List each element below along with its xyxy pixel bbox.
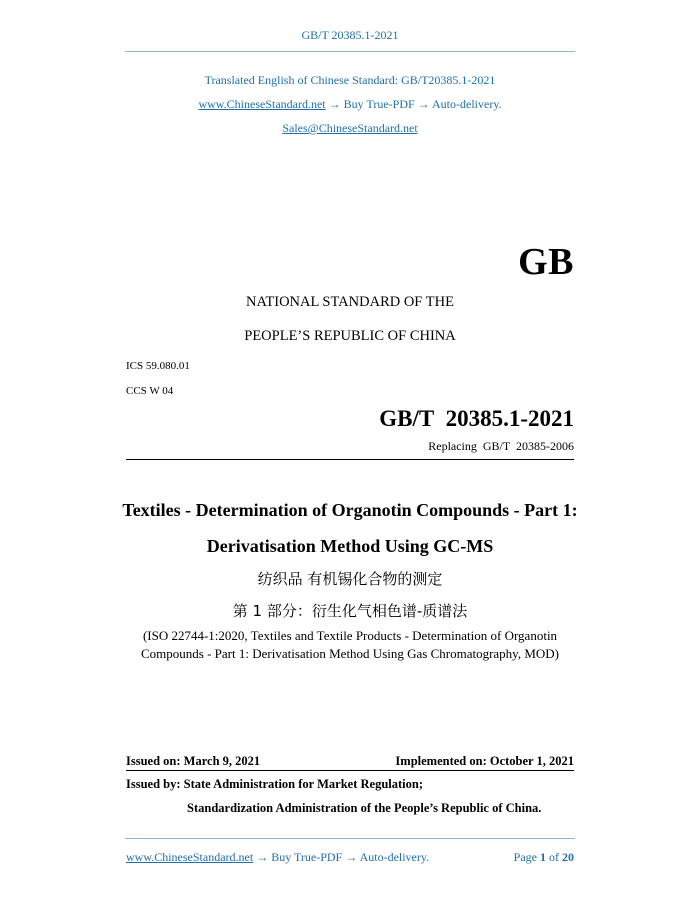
footer-buy-line — [126, 850, 429, 865]
chinese-title-line2: 第 1 部分：衍生化气相色谱-质谱法 — [232, 602, 468, 620]
running-header-title: GB/T 20385.1-2021 — [301, 28, 399, 42]
footer-divider — [125, 838, 575, 839]
page-of: of — [546, 850, 562, 864]
page-total: 20 — [562, 850, 574, 864]
sales-email-line — [0, 121, 700, 136]
iso-reference-line1: (ISO 22744-1:2020, Textiles and Textile Products - Determination of Organotin — [142, 628, 558, 643]
issued-by-second-authority: Standardization Administration of the People’s Republic of China. — [187, 801, 542, 815]
national-standard-line1: NATIONAL STANDARD OF THE — [246, 294, 454, 310]
page-label: Page — [513, 850, 540, 864]
page-current: 1 — [540, 850, 546, 864]
footer-buy-text: → Buy True-PDF → Auto-delivery. — [253, 850, 430, 864]
chinesestandard-link[interactable]: www.ChineseStandard.net — [198, 97, 326, 111]
header-divider — [125, 51, 575, 52]
issue-divider — [126, 770, 574, 771]
title-divider — [126, 459, 574, 460]
sales-email-link[interactable]: Sales@ChineseStandard.net — [282, 121, 418, 135]
buy-pdf-text: → Buy True-PDF → Auto-delivery. — [325, 97, 502, 111]
standard-number: GB/T 20385.1-2021 — [379, 406, 574, 431]
english-title-line1: Textiles - Determination of Organotin Compounds - Part 1: — [122, 500, 578, 520]
buy-pdf-line — [0, 97, 700, 112]
page-indicator — [514, 850, 574, 865]
footer-chinesestandard-link[interactable]: www.ChineseStandard.net — [126, 850, 254, 864]
chinese-title-line1: 纺织品 有机锡化合物的测定 — [257, 570, 443, 588]
english-title-line2: Derivatisation Method Using GC-MS — [206, 536, 494, 556]
ccs-code: CCS W 04 — [126, 385, 174, 397]
implemented-on-date: Implemented on: October 1, 2021 — [395, 754, 574, 768]
gb-mark: GB — [518, 241, 574, 283]
iso-reference-line2: Compounds - Part 1: Derivatisation Method Using Gas Chromatography, MOD) — [141, 646, 559, 661]
translation-notice: Translated English of Chinese Standard: GB/T20385.1-2021 — [204, 73, 496, 87]
national-standard-line2: PEOPLE’S REPUBLIC OF CHINA — [244, 328, 456, 344]
issued-by: Issued by: State Administration for Market Regulation; — [126, 777, 423, 791]
issued-on-date: Issued on: March 9, 2021 — [126, 754, 261, 768]
ics-code: ICS 59.080.01 — [126, 360, 190, 372]
replacing-standard: Replacing GB/T 20385-2006 — [428, 439, 574, 453]
